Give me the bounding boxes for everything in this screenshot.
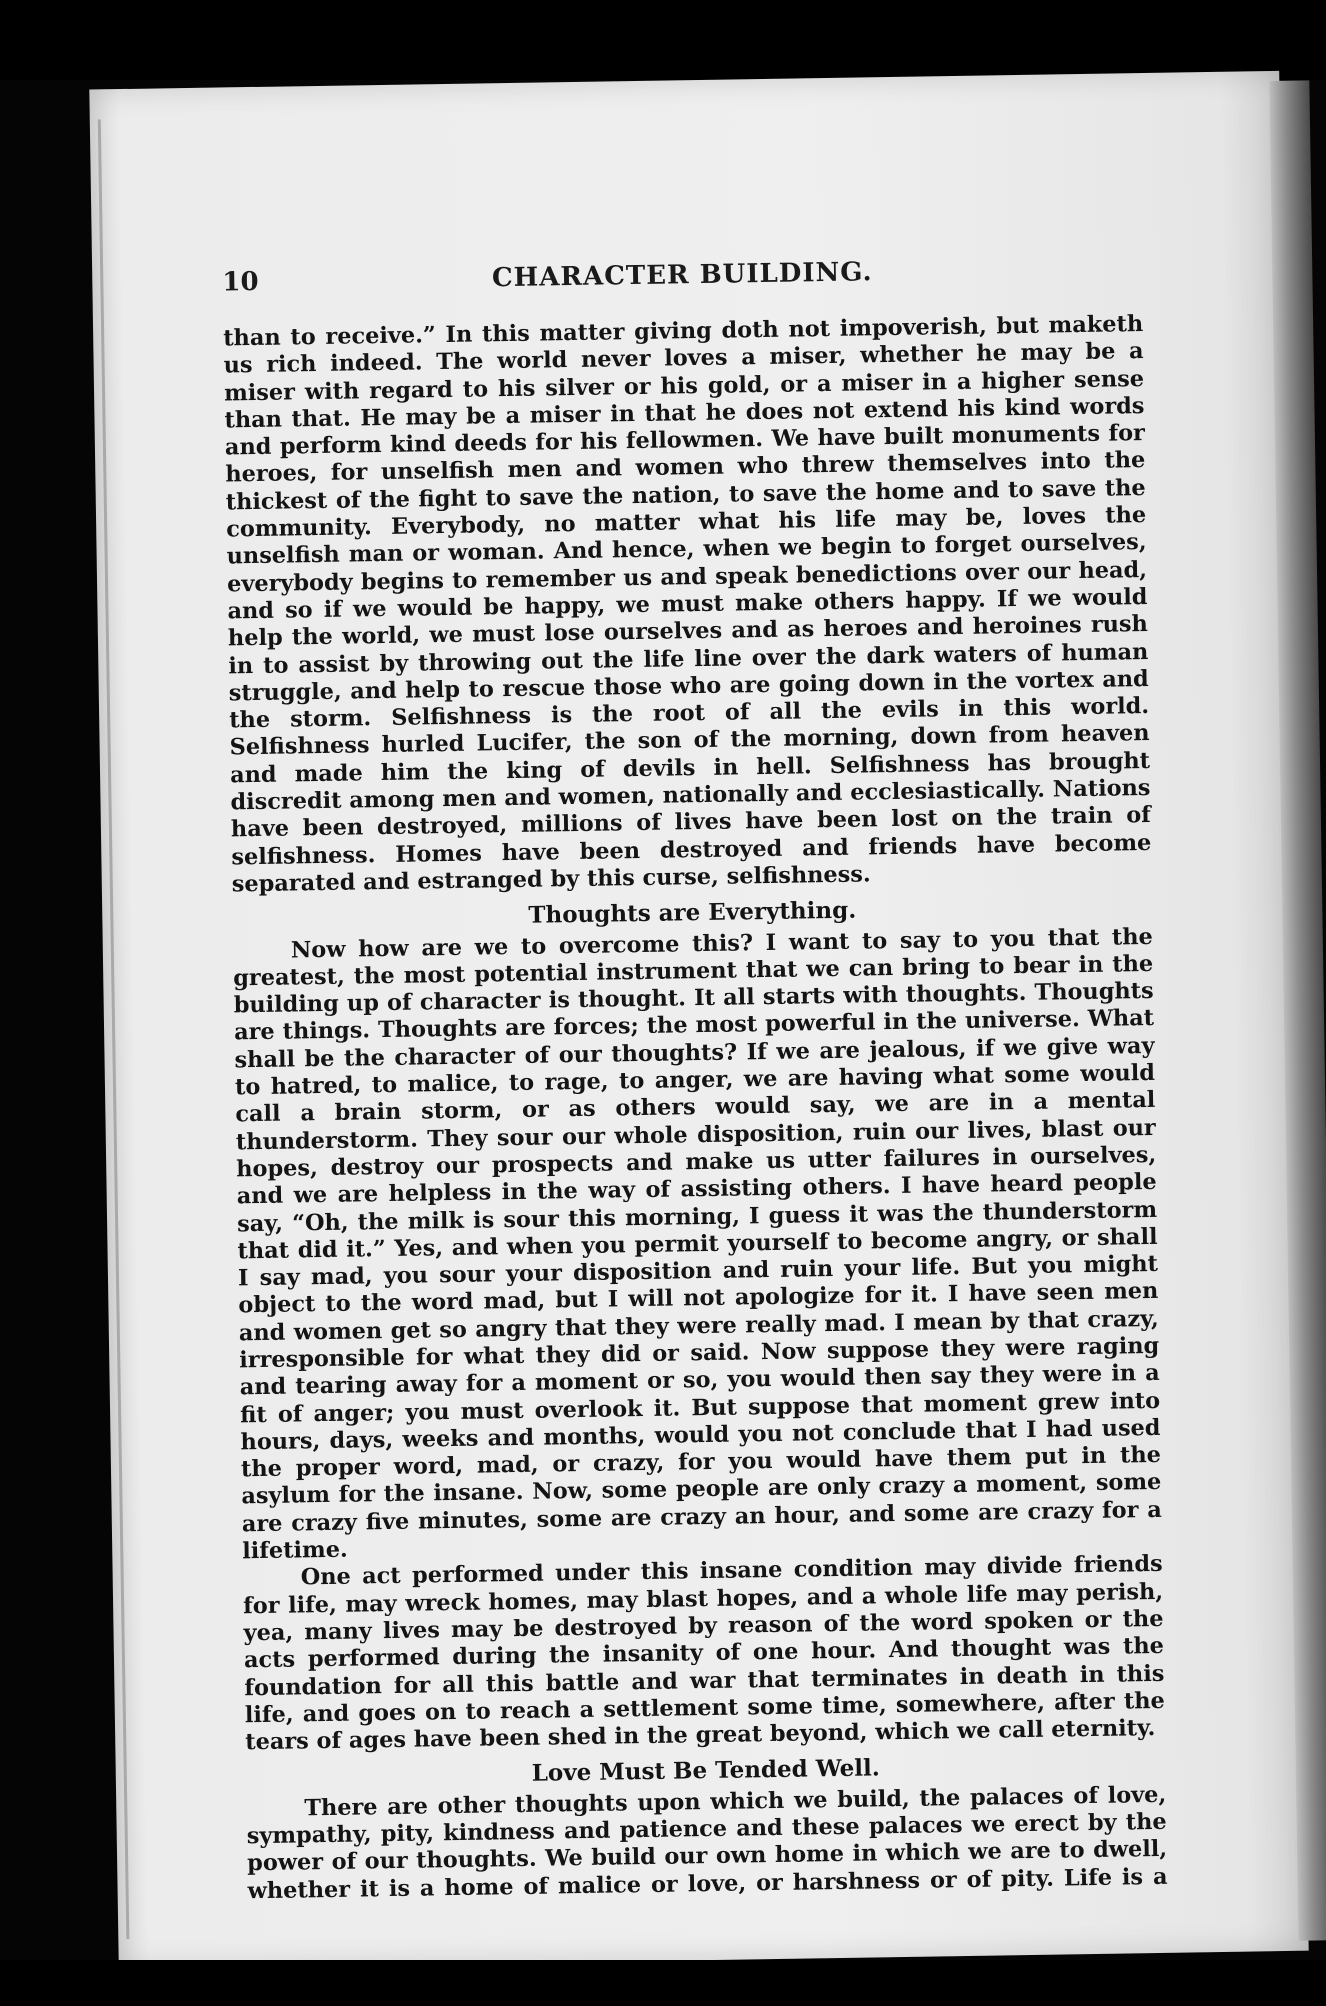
paragraph-thoughts-2: One act performed under this insane condition may divide friends for life, may wreck homes, may blast hopes, and a whole life may perish, yea, many lives may be destroyed by reason of the word spoken or the acts performed during the insanity of one hour. And thought was the foundation for all this battle and war that terminates in death in this life, and goes on to reach a settlement some time, somewhere, after the tears of ages have been shed in the great beyond, which we call eternity. [242, 1551, 1165, 1756]
book-page [89, 71, 1308, 1969]
page-left-rule [98, 119, 130, 1939]
scan-top-margin [0, 0, 1326, 80]
paragraph-love-1: There are other thoughts upon which we build, the palaces of love, sympathy, pity, kindness and patience and these palaces we erect by the power of our thoughts. We build our own home in which we are to dwell, whether it is a home of malice or love, or harshness or of pity. Life is a [246, 1781, 1168, 1904]
section-heading-love: Love Must Be Tended Well. [531, 1754, 881, 1788]
page-header [222, 253, 1143, 307]
page-binding-edge [1269, 80, 1326, 1940]
paragraph-continued: than to receive.” In this matter giving doth not impoverish, but maketh us rich indeed. The world never loves a miser, whether he may be a miser with regard to his silver or his gold, or a miser in a higher sense than that. He may be a miser in that he does not extend his kind words and perform kind deeds for his fellowmen. We have built monuments for heroes, for unselfish men and women who threw themselves into the thickest of the fight to save the nation, to save the home and to save the community. Everybody, no matter what his life may be, loves the unselfish man or woman. And hence, when we begin to forget ourselves, everybody begins to remember us and speak benedictions over our head, and so if we would be happy, we must make others happy. If we would help the world, we must lose ourselves and as heroes and heroines rush in to assist by throwing out the life line over the dark waters of human struggle, and help to rescue those who are going down in the vortex and the storm. Selfishness is the root of all the evils in this world. Selfishness hurled Lucifer, the son of the morning, down from heaven and made him the king of devils in hell. Selfishness has brought discredit among men and women, nationally and ecclesiastically. Nations have been destroyed, millions of lives have been lost on the train of selfishness. Homes have been destroyed and friends have become separated and estranged by this curse, selfishness. [223, 311, 1152, 898]
page-body [223, 311, 1168, 1905]
scan-bottom-margin [0, 1960, 1326, 2006]
running-title: CHARACTER BUILDING. [491, 257, 873, 294]
paragraph-thoughts-1: Now how are we to overcome this? I want to say to you that the greatest, the most potential instrument that we can bring to bear in the building up of character is thought. It all starts with thoughts. Thoughts are things. Thoughts are forces; the most powerful in the universe. What shall be the character of our thoughts? If we are jealous, if we give way to hatred, to malice, to rage, to anger, we are having what some would call a brain storm, or as others would say, we are in a mental thunderstorm. They sour our whole disposition, ruin our lives, blast our hopes, destroy our prospects and make us utter failures in ourselves, and we are helpless in the way of assisting others. I have heard people say, “Oh, the milk is sour this morning, I guess it was the thunderstorm that did it.” Yes, and when you permit yourself to become angry, or shall I say mad, you sour your disposition and ruin your life. But you might object to the word mad, but I will not apologize for it. I have seen men and women get so angry that they were really mad. I mean by that crazy, irresponsible for what they did or said. Now suppose they were raging and tearing away for a moment or so, you would then say they were in a fit of anger; you must overlook it. But suppose that moment grew into hours, days, weeks and months, would you not conclude that I had used the proper word, mad, or crazy, for you would have them put in the asylum for the insane. Now, some people are only crazy a moment, some are crazy five minutes, some are crazy an hour, and some are crazy for a lifetime. [233, 923, 1162, 1565]
page-number: 10 [222, 266, 259, 298]
section-heading-thoughts: Thoughts are Everything. [528, 896, 857, 929]
